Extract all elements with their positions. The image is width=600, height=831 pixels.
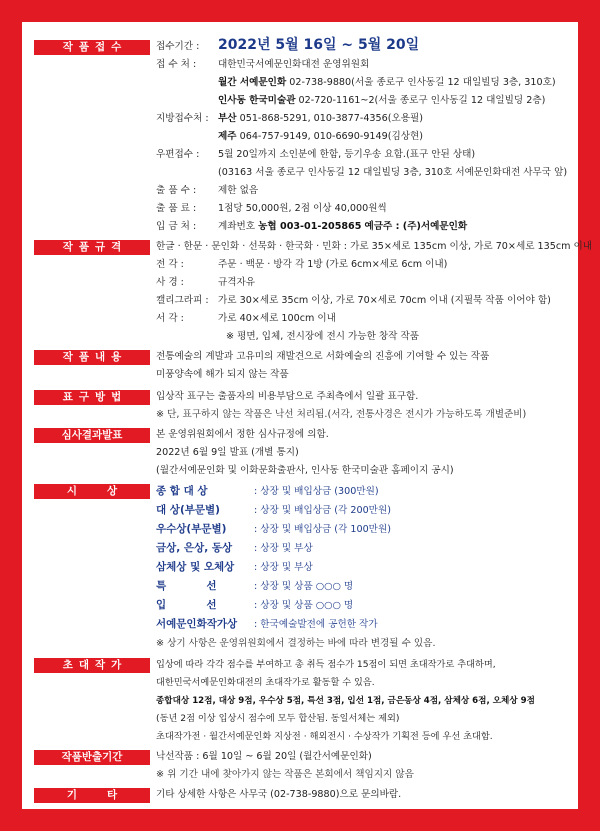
reception-fee-row: 출 품 료 : 1점당 50,000원, 2점 이상 40,000원씩 [156, 203, 387, 214]
reception-mail-row: 우편접수 : 5월 20일까지 소인분에 한함, 등기우송 요함.(표구 안된 상태) [156, 149, 476, 160]
judging-lines: 본 운영위원회에서 정한 심사규정에 의함. 2022년 6월 9일 발표 (개별 통지) (월간서예문인화 및 이화문화출판사, 인사동 한국미술관 홈페이지 공시) [156, 429, 454, 476]
reception-period: 2022년 5월 16일 ~ 5월 20일 [218, 37, 420, 53]
bank-account: 농협 003-01-205865 [258, 221, 362, 232]
awards-note: ※ 상기 사항은 운영위원회에서 결정하는 바에 따라 변경될 수 있음. [156, 638, 436, 649]
label-return: 작품반출기간 [34, 750, 150, 765]
awards-list [156, 482, 572, 653]
label-framing: 표구방법 [34, 390, 150, 405]
label-spec: 작품규격 [34, 240, 150, 255]
spec-row: 전 각 : 주문 · 백문 · 방각 각 1방 (가로 6cm×세로 6cm 이내) [156, 259, 448, 270]
return-lines: 낙선작품 : 6월 10일 ~ 6월 20일 (월간서예문인화) ※ 위 기간 내에 찾아가지 않는 작품은 본회에서 책임지지 않음 [156, 751, 414, 780]
award-item: 입 선 : 상장 및 상품 ○○○ 명 [156, 599, 354, 611]
award-item: 삼체상 및 오체상 : 상장 및 부상 [156, 561, 313, 573]
label-awards: 시상 [34, 484, 150, 499]
poster-sheet [22, 22, 593, 809]
award-item: 우수상(부문별) : 상장 및 배입상금 (각 100만원) [156, 523, 391, 535]
spec-row: 사 경 : 규격자유 [156, 277, 256, 288]
label-content: 작품내용 [34, 350, 150, 365]
spec-row: 서 각 : 가로 40×세로 100cm 이내 [156, 313, 336, 324]
reception-mail-address: (03163 서울 종로구 인사동길 12 대일빌딩 3층, 310호 서예문인화대전 사무국 앞) [218, 167, 568, 178]
award-item: 대 상(부문별) : 상장 및 배입상금 (각 200만원) [156, 504, 391, 516]
reception-period-row: 접수기간 : 2022년 5월 16일 ~ 5월 20일 [156, 37, 420, 53]
award-item: 종 합 대 상 : 상장 및 배입상금 (300만원) [156, 485, 379, 497]
label-judging: 심사결과발표 [34, 428, 150, 443]
award-item: 금상, 은상, 동상 : 상장 및 부상 [156, 542, 313, 554]
reception-local-2: 제주 064-757-9149, 010-6690-9149(김상현) [218, 131, 424, 142]
reception-place-row: 접 수 처 : 대한민국서예문인화대전 운영위원회 [156, 59, 370, 70]
reception-content [156, 38, 572, 236]
reception-local-1: 지방접수처 : 부산 051-868-5291, 010-3877-4356(오용필) [156, 113, 424, 124]
label-invited: 초대작가 [34, 658, 150, 673]
etc-lines: 기타 상세한 사항은 사무국 (02-738-9880)으로 문의바람. [156, 789, 402, 800]
label-etc: 기타 [34, 788, 150, 803]
label-reception: 작품접수 [34, 40, 150, 55]
reception-office-2: 인사동 한국미술관 02-720-1161~2(서울 종로구 인사동길 12 대일빌딩 2층) [218, 95, 546, 106]
framing-lines: 입상작 표구는 출품자의 비용부담으로 주최측에서 일괄 표구함. ※ 단, 표구하지 않는 작품은 낙선 처리됨.(서각, 전통사경은 전시가 가능하도록 개별준비) [156, 391, 527, 420]
invited-lines: 입상에 따라 각각 점수를 부여하고 총 취득 점수가 15점이 되면 초대작가로 추대하며, 대한민국서예문인화대전의 초대작가로 활동할 수 있음. 종합대상 12점, 대상 9점, 우수상 5점, 특선 3점, 입선 1점, 금은동상 4점, 삼체상 6점, 오체상 9점 (동년 2점 이상 입상시 점수에 모두 합산됨. 동일서체는 제외) 초대작가전 · 월간서예문인화 지상전 · 해외전시 · 수상작가 기획전 등에 우선 초대함. [156, 659, 535, 742]
reception-office-1: 월간 서예문인화 02-738-9880(서울 종로구 인사동길 12 대일빌딩 3층, 310호) [218, 77, 556, 88]
content-lines: 전통예술의 계발과 고유미의 재발견으로 서화예술의 진흥에 기여할 수 있는 작품 미풍양속에 해가 되지 않는 작품 [156, 351, 490, 380]
reception-deposit-row: 입 금 처 : 계좌번호 농협 003-01-205865 예금주 : (주)서예문인화 [156, 221, 468, 232]
spec-first: 한글 · 한문 · 문인화 · 선묵화 · 한국화 · 민화 : 가로 35×세로 135cm 이상, 가로 70×세로 135cm 이내 [156, 241, 593, 252]
reception-count-row: 출 품 수 : 제한 없음 [156, 185, 259, 196]
award-item: 특 선 : 상장 및 상품 ○○○ 명 [156, 580, 354, 592]
spec-row: 캘리그라피 : 가로 30×세로 35cm 이상, 가로 70×세로 70cm 이내 (지필묵 작품 이어야 함) [156, 295, 551, 306]
award-item: 서예문인화작가상 : 한국예술발전에 공헌한 작가 [156, 618, 378, 630]
spec-note: ※ 평면, 입체, 전시장에 전시 가능한 창작 작품 [226, 331, 420, 342]
account-holder: 예금주 : (주)서예문인화 [364, 221, 468, 232]
spec-content [156, 238, 593, 346]
